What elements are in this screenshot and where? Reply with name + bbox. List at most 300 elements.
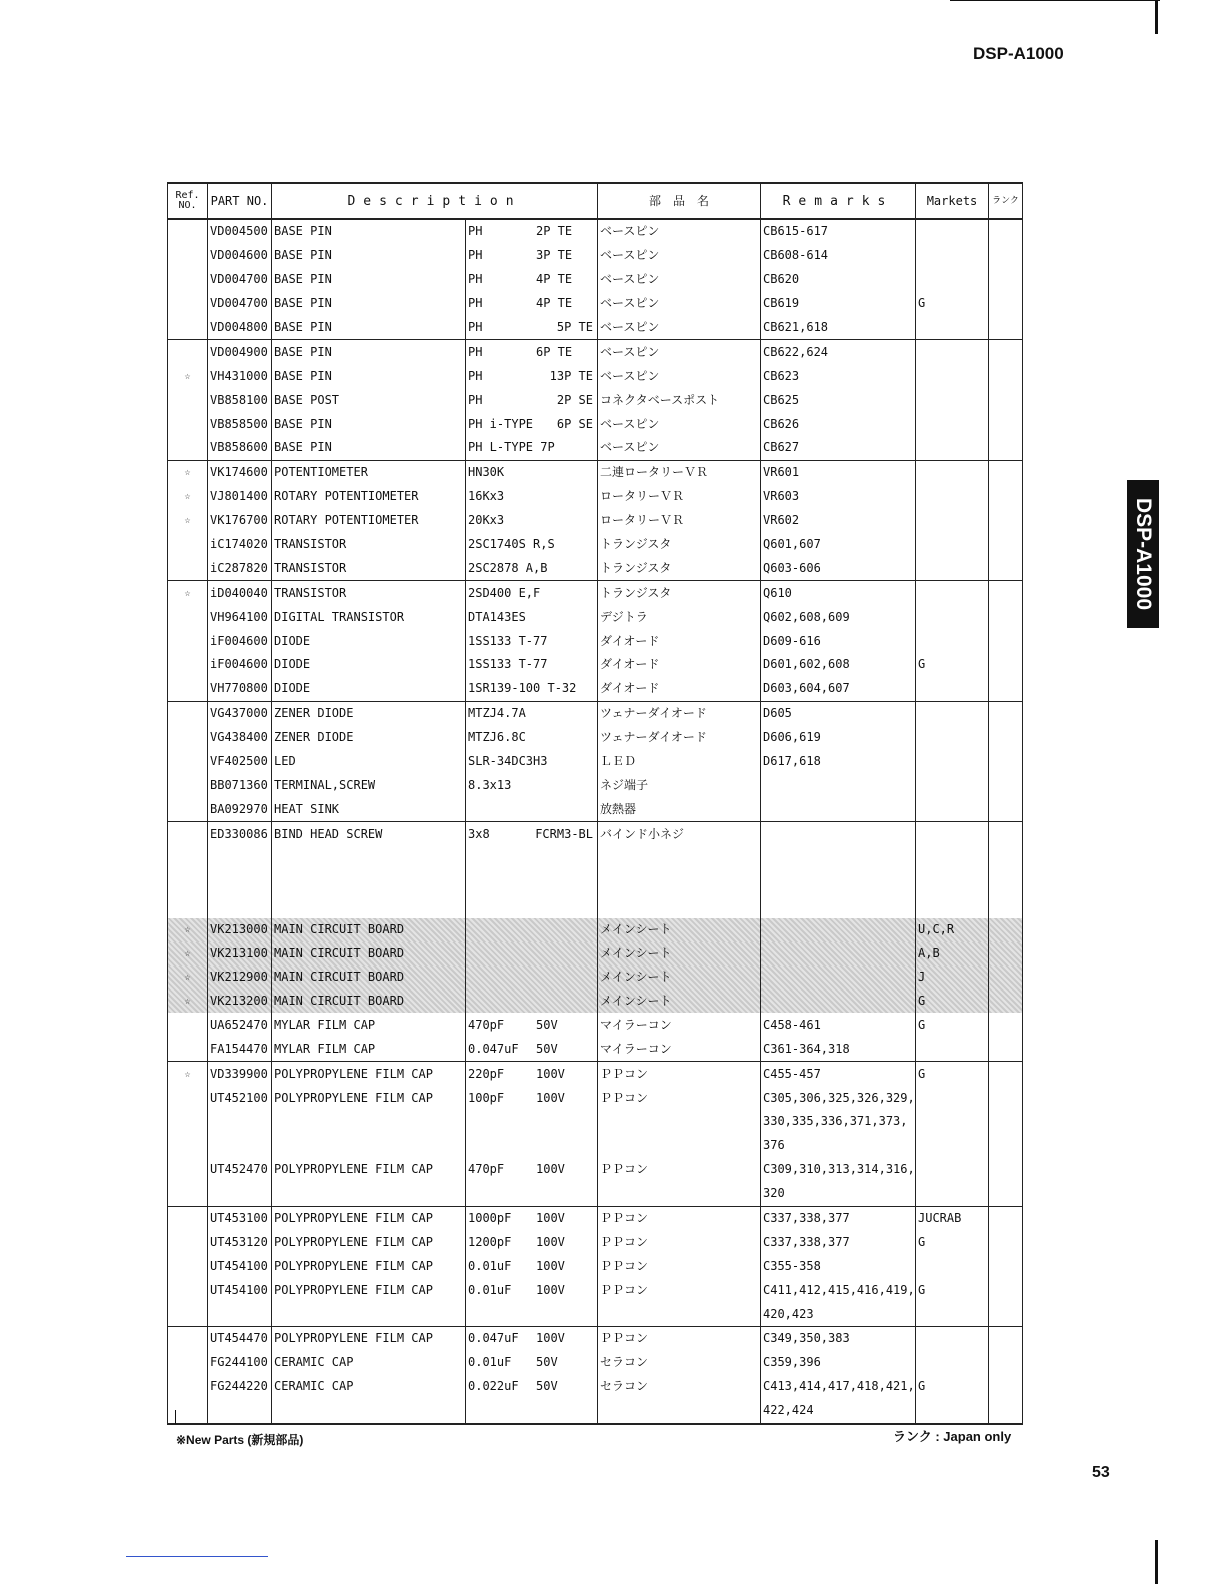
cell-markets [916,1254,989,1278]
cell-rank [989,894,1023,918]
spec-value-1: 1200pF [468,1234,512,1249]
cell-part-description: DIODE [272,653,466,677]
cell-remarks: CB608-614 [761,244,916,268]
cell-part-number: VD004900 [208,340,272,364]
table-row [168,436,1023,460]
cell-star-marker [168,1230,208,1254]
cell-part-number [208,1110,272,1134]
cell-remarks [761,797,916,821]
cell-part-description: POLYPROPYLENE FILM CAP [272,1230,466,1254]
cell-remarks: 376 [761,1134,916,1158]
cell-part-spec [466,436,598,460]
cell-markets [916,750,989,774]
cell-part-number [208,1182,272,1206]
cell-part-number: FA154470 [208,1037,272,1061]
cell-remarks: Q603-606 [761,556,916,580]
spec-value-1: 0.01uF [468,1282,512,1297]
spec-value-2: 6P TE [536,344,573,359]
cell-part-number: UT454470 [208,1326,272,1350]
spec-value-3: 5P TE [556,320,593,334]
cell-japanese-name: メインシート [598,990,761,1014]
cell-remarks: D617,618 [761,750,916,774]
cell-part-description [272,1134,466,1158]
table-row [168,701,1023,725]
cell-part-number: BA092970 [208,797,272,821]
cell-remarks: C309,310,313,314,316, [761,1158,916,1182]
cell-japanese-name: ベースピン [598,340,761,364]
cell-japanese-name: ＰＰコン [598,1062,761,1086]
cell-japanese-name: メインシート [598,942,761,966]
cell-part-number: VG438400 [208,726,272,750]
cell-markets [916,1110,989,1134]
cell-rank [989,1375,1023,1399]
header-japanese-name: 部 品 名 [598,183,761,219]
cell-part-description [272,1182,466,1206]
cell-part-number: VH431000 [208,364,272,388]
cell-part-description: POLYPROPYLENE FILM CAP [272,1278,466,1302]
cell-rank [989,846,1023,870]
table-row [168,726,1023,750]
table-header-row [168,183,1023,219]
cell-part-number: iC174020 [208,533,272,557]
cell-japanese-name: ダイオード [598,629,761,653]
table-row [168,1230,1023,1254]
cell-remarks: C337,338,377 [761,1206,916,1230]
cell-part-number: VK213100 [208,942,272,966]
cell-rank [989,219,1023,244]
cell-markets [916,1037,989,1061]
spec-value-1: 2SD400 E,F [468,585,541,600]
cell-part-description: MYLAR FILM CAP [272,1013,466,1037]
cell-star-marker: ☆ [168,581,208,605]
cell-part-spec [466,1037,598,1061]
table-row [168,1375,1023,1399]
cell-rank [989,292,1023,316]
cell-part-spec [466,340,598,364]
cell-part-description: ZENER DIODE [272,701,466,725]
cell-star-marker [168,1326,208,1350]
spec-value-1: 1SS133 T-77 [468,657,548,672]
cell-part-number: VH964100 [208,605,272,629]
cell-markets [916,726,989,750]
cell-part-description: ROTARY POTENTIOMETER [272,485,466,509]
spec-value-1: 0.022uF [468,1379,519,1394]
cell-remarks: C305,306,325,326,329, [761,1086,916,1110]
spec-value-3: FCRM3-BL [535,826,593,841]
spec-value-1: 20Kx3 [468,513,505,528]
cell-japanese-name [598,870,761,894]
spec-value-3: 13P TE [549,368,593,383]
cell-star-marker [168,750,208,774]
cell-rank [989,1013,1023,1037]
spec-value-1: 0.047uF [468,1041,519,1056]
cell-part-description: BASE PIN [272,292,466,316]
cell-japanese-name: トランジスタ [598,533,761,557]
spec-value-2: 100V [536,1282,565,1297]
spec-value-2: 3P TE [536,248,573,263]
cell-remarks [761,990,916,1014]
cell-part-spec [466,485,598,509]
table-row [168,1206,1023,1230]
spec-value-1: PH [468,392,483,407]
spec-value-2: 100V [536,1066,565,1081]
cell-japanese-name: ＰＰコン [598,1326,761,1350]
cell-part-spec [466,1254,598,1278]
cell-markets [916,316,989,340]
spec-value-1: 0.01uF [468,1258,512,1273]
spec-value-1: PH [468,272,483,287]
cell-part-description: TRANSISTOR [272,533,466,557]
cell-part-spec [466,605,598,629]
table-row [168,677,1023,701]
table-row [168,942,1023,966]
cell-rank [989,870,1023,894]
page-number: 53 [1092,1464,1110,1481]
cell-star-marker [168,1278,208,1302]
cell-markets [916,1086,989,1110]
cell-remarks: C413,414,417,418,421, [761,1375,916,1399]
cell-star-marker: ☆ [168,990,208,1014]
cell-part-number: UT452100 [208,1086,272,1110]
spec-value-2: 4P TE [536,272,573,287]
cell-markets [916,773,989,797]
cell-remarks: 420,423 [761,1302,916,1326]
cell-part-number: VD004500 [208,219,272,244]
cell-part-description: BASE PIN [272,412,466,436]
cell-remarks: CB620 [761,268,916,292]
cell-markets [916,1399,989,1424]
cell-japanese-name [598,894,761,918]
cell-part-number: iC287820 [208,556,272,580]
cell-part-spec [466,1302,598,1326]
cell-japanese-name: ＰＰコン [598,1158,761,1182]
cell-rank [989,726,1023,750]
cell-markets: G [916,1013,989,1037]
table-row [168,219,1023,244]
cell-star-marker [168,1013,208,1037]
cell-rank [989,509,1023,533]
spec-value-3: 6P SE [556,416,593,431]
spec-value-1: 0.01uF [468,1355,512,1370]
cell-star-marker: ☆ [168,1062,208,1086]
cell-markets: G [916,1278,989,1302]
cell-part-number [208,1302,272,1326]
cell-markets: G [916,1230,989,1254]
top-right-rule [950,0,1160,1]
cell-star-marker [168,1037,208,1061]
spec-value-1: 2SC1740S R,S [468,537,555,552]
spec-value-1: 3x8 [468,826,490,841]
cell-part-description: BIND HEAD SCREW [272,822,466,846]
cell-star-marker: ☆ [168,966,208,990]
cell-part-spec [466,701,598,725]
cell-part-spec [466,726,598,750]
cell-part-number: VJ801400 [208,485,272,509]
cell-markets [916,677,989,701]
spec-value-2: 50V [536,1041,558,1056]
cell-rank [989,412,1023,436]
cell-japanese-name: ＰＰコン [598,1206,761,1230]
cell-part-description: DIGITAL TRANSISTOR [272,605,466,629]
cell-rank [989,436,1023,460]
spec-value-1: 470pF [468,1017,505,1032]
cell-part-number: UT452470 [208,1158,272,1182]
cell-part-number: VB858100 [208,388,272,412]
cell-japanese-name: トランジスタ [598,556,761,580]
cell-star-marker [168,797,208,821]
cell-remarks: C349,350,383 [761,1326,916,1350]
cell-part-description: BASE PIN [272,364,466,388]
cell-japanese-name: ベースピン [598,268,761,292]
header-remarks: Remarks [761,183,916,219]
side-model-tab [1127,480,1159,628]
cell-markets [916,797,989,821]
cell-markets: A,B [916,942,989,966]
cell-remarks: D603,604,607 [761,677,916,701]
cell-part-description: LED [272,750,466,774]
cell-star-marker: ☆ [168,485,208,509]
cell-part-spec [466,1158,598,1182]
cell-japanese-name: ベースピン [598,412,761,436]
table-row [168,605,1023,629]
cell-markets [916,1134,989,1158]
cell-remarks: Q601,607 [761,533,916,557]
spec-value-1: 0.047uF [468,1331,519,1346]
cell-japanese-name: ＰＰコン [598,1278,761,1302]
spec-value-2: 100V [536,1210,565,1225]
spec-value-1: PH [468,368,483,383]
cell-part-description: DIODE [272,677,466,701]
cell-part-number: iD040040 [208,581,272,605]
cell-star-marker [168,1206,208,1230]
table-row [168,1326,1023,1350]
cell-remarks: 320 [761,1182,916,1206]
cell-part-number: VF402500 [208,750,272,774]
cell-markets [916,846,989,870]
cell-rank [989,822,1023,846]
cell-part-spec [466,460,598,484]
cell-part-number [208,1134,272,1158]
table-row [168,364,1023,388]
cell-part-number: VK212900 [208,966,272,990]
cell-japanese-name [598,1182,761,1206]
cell-part-spec [466,870,598,894]
table-row [168,1013,1023,1037]
cell-japanese-name: 二連ロータリーＶＲ [598,460,761,484]
table-row [168,894,1023,918]
cell-star-marker [168,388,208,412]
cell-star-marker: ☆ [168,460,208,484]
table-row [168,1110,1023,1134]
spec-value-1: 1SS133 T-77 [468,633,548,648]
header-markets: Markets [916,183,989,219]
cell-japanese-name: ベースピン [598,292,761,316]
rank-note: ランク : Japan only [893,1429,1012,1444]
cell-part-spec [466,1230,598,1254]
cell-remarks [761,942,916,966]
cell-rank [989,1182,1023,1206]
cell-part-description: POLYPROPYLENE FILM CAP [272,1254,466,1278]
cell-rank [989,605,1023,629]
spec-value-1: PH [468,248,483,263]
cell-remarks [761,966,916,990]
cell-rank [989,1254,1023,1278]
cell-remarks: C411,412,415,416,419, [761,1278,916,1302]
cell-star-marker [168,1086,208,1110]
cell-rank [989,1062,1023,1086]
cell-part-description: MAIN CIRCUIT BOARD [272,918,466,942]
cell-part-description: POLYPROPYLENE FILM CAP [272,1158,466,1182]
cell-part-number: iF004600 [208,629,272,653]
table-row [168,797,1023,821]
cell-star-marker: ☆ [168,918,208,942]
cell-part-number: VD004700 [208,268,272,292]
table-row [168,581,1023,605]
cell-part-spec [466,1062,598,1086]
cell-rank [989,533,1023,557]
cell-japanese-name: ツェナーダイオード [598,701,761,725]
cell-rank [989,918,1023,942]
cell-part-number: VK213200 [208,990,272,1014]
cell-part-spec [466,1326,598,1350]
cell-part-description: CERAMIC CAP [272,1351,466,1375]
cell-rank [989,556,1023,580]
table-row [168,1182,1023,1206]
table-row [168,653,1023,677]
cell-part-description [272,1110,466,1134]
table-row [168,316,1023,340]
cell-part-description: CERAMIC CAP [272,1375,466,1399]
cell-japanese-name: ロータリーＶＲ [598,509,761,533]
cell-remarks: C455-457 [761,1062,916,1086]
cell-remarks [761,870,916,894]
cell-part-spec [466,1375,598,1399]
table-row [168,1399,1023,1424]
table-row [168,846,1023,870]
cell-part-number: VK176700 [208,509,272,533]
cell-markets [916,219,989,244]
cell-markets [916,581,989,605]
cell-part-spec [466,966,598,990]
cell-remarks: CB622,624 [761,340,916,364]
cell-part-spec [466,1110,598,1134]
cell-part-spec [466,388,598,412]
spec-value-2: 100V [536,1331,565,1346]
cell-japanese-name: ＰＰコン [598,1254,761,1278]
cell-part-spec [466,1013,598,1037]
cell-part-description: BASE PIN [272,316,466,340]
cell-part-description: POTENTIOMETER [272,460,466,484]
table-row [168,1278,1023,1302]
cell-markets [916,1182,989,1206]
spec-value-2: 100V [536,1090,565,1105]
cell-part-description: MAIN CIRCUIT BOARD [272,990,466,1014]
cell-star-marker [168,1110,208,1134]
cell-part-spec [466,219,598,244]
cell-star-marker [168,773,208,797]
cell-markets: G [916,990,989,1014]
cell-japanese-name [598,1110,761,1134]
cell-star-marker [168,1375,208,1399]
table-row [168,292,1023,316]
table-row [168,244,1023,268]
cell-star-marker [168,316,208,340]
cell-part-spec [466,677,598,701]
cell-star-marker [168,726,208,750]
table-row [168,268,1023,292]
cell-japanese-name: ダイオード [598,677,761,701]
cell-markets [916,412,989,436]
cell-star-marker [168,1182,208,1206]
cell-markets [916,509,989,533]
spec-value-1: 2SC2878 A,B [468,560,548,575]
cell-part-description: ZENER DIODE [272,726,466,750]
cell-rank [989,1351,1023,1375]
spec-value-1: PH [468,224,483,239]
cell-part-description: MAIN CIRCUIT BOARD [272,942,466,966]
cell-rank [989,629,1023,653]
cell-rank [989,1037,1023,1061]
table-row [168,1062,1023,1086]
cell-part-spec [466,244,598,268]
cell-part-spec [466,316,598,340]
cell-rank [989,701,1023,725]
cell-markets [916,340,989,364]
cell-markets: G [916,653,989,677]
cell-remarks: CB623 [761,364,916,388]
cell-rank [989,990,1023,1014]
cell-star-marker [168,870,208,894]
cell-star-marker [168,1158,208,1182]
cell-markets [916,485,989,509]
cell-japanese-name: トランジスタ [598,581,761,605]
cell-japanese-name: メインシート [598,966,761,990]
cell-part-number: VG437000 [208,701,272,725]
spec-value-2: 100V [536,1258,565,1273]
cell-star-marker [168,1302,208,1326]
cell-part-spec [466,1399,598,1424]
header-ref-no: Ref. NO. [168,183,208,219]
cell-remarks [761,918,916,942]
cell-japanese-name: ベースピン [598,364,761,388]
cell-part-description: DIODE [272,629,466,653]
top-right-tick [1155,0,1158,34]
cell-japanese-name: マイラーコン [598,1013,761,1037]
cell-markets [916,1302,989,1326]
cell-rank [989,677,1023,701]
cell-remarks: CB625 [761,388,916,412]
table-row [168,1302,1023,1326]
cell-japanese-name: デジトラ [598,605,761,629]
cell-markets [916,822,989,846]
cell-star-marker [168,846,208,870]
spec-value-1: 1SR139-100 T-32 [468,681,577,696]
cell-star-marker [168,533,208,557]
table-row [168,485,1023,509]
cell-part-spec [466,797,598,821]
cell-part-number: UA652470 [208,1013,272,1037]
cell-part-spec [466,1182,598,1206]
header-part-no: PART NO. [208,183,272,219]
cell-rank [989,1110,1023,1134]
cell-markets [916,244,989,268]
cell-markets [916,1158,989,1182]
cell-star-marker [168,1134,208,1158]
cell-markets [916,268,989,292]
spec-value-1: MTZJ4.7A [468,706,526,721]
cell-part-number: VD004800 [208,316,272,340]
cell-star-marker [168,701,208,725]
